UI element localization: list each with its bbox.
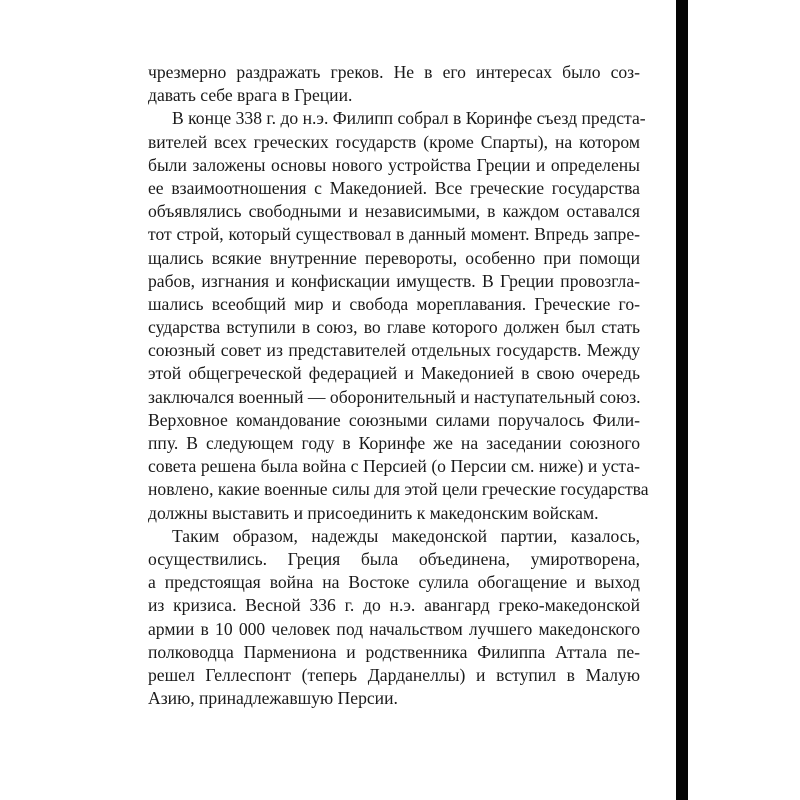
right-margin bbox=[688, 0, 800, 800]
text-line: совета решена была война с Персией (о Персии см. ниже) и уста- bbox=[148, 456, 640, 477]
text-line: сударства вступили в союз, во главе которого должен был стать bbox=[148, 317, 640, 338]
text-line: союзный совет из представителей отдельных государств. Между bbox=[148, 340, 640, 361]
book-spine-edge bbox=[676, 0, 688, 800]
book-page bbox=[128, 0, 676, 800]
left-margin bbox=[0, 0, 128, 800]
text-line: были заложены основы нового устройства Греции и определены bbox=[148, 154, 640, 175]
text-line: щались всякие внутренние перевороты, особенно при помощи bbox=[148, 247, 640, 268]
text-line: шались всеобщий мир и свобода мореплавания. Греческие го- bbox=[148, 293, 640, 314]
text-line: заключался военный — оборонительный и наступательный союз. bbox=[148, 386, 641, 407]
text-line: ппу. В следующем году в Коринфе же на заседании союзного bbox=[148, 433, 640, 453]
text-line: решел Геллеспонт (теперь Дарданеллы) и вступил в Малую bbox=[148, 664, 640, 685]
text-line: этой общегреческой федерацией и Македонией в свою очередь bbox=[148, 363, 640, 384]
text-line: а предстоящая война на Востоке сулила обогащение и выход bbox=[148, 572, 640, 593]
text-line: полководца Пармениона и родственника Филиппа Аттала пе- bbox=[148, 641, 640, 662]
text-line: Азию, принадлежавшую Персии. bbox=[148, 688, 398, 709]
text-line: новлено, какие военные силы для этой цели греческие государства bbox=[148, 479, 649, 500]
text-line: давать себе врага в Греции. bbox=[148, 85, 353, 106]
text-line: Таким образом, надежды македонской партии, казалось, bbox=[172, 525, 640, 546]
text-line: должны выставить и присоединить к македонским войскам. bbox=[148, 502, 599, 523]
text-block bbox=[148, 61, 649, 710]
text-line: чрезмерно раздражать греков. Не в его интересах было соз- bbox=[148, 62, 640, 82]
paragraph-2 bbox=[148, 107, 649, 524]
text-line: В конце 338 г. до н.э. Филипп собрал в Коринфе съезд предста- bbox=[172, 108, 646, 129]
text-line: вителей всех греческих государств (кроме Спарты), на котором bbox=[148, 131, 640, 152]
text-line: из кризиса. Весной 336 г. до н.э. авангард греко-македонской bbox=[148, 595, 640, 616]
paragraph-3 bbox=[148, 525, 640, 711]
text-line: армии в 10 000 человек под начальством лучшего македонского bbox=[148, 618, 640, 639]
text-line: объявлялись свободными и независимыми, в каждом оставался bbox=[148, 201, 640, 222]
text-line: тот строй, который существовал в данный момент. Впредь запре- bbox=[148, 224, 640, 245]
text-line: рабов, изгнания и конфискации имуществ. В Греции провозгла- bbox=[148, 270, 640, 291]
text-line: осуществились. Греция была объединена, умиротворена, bbox=[148, 548, 640, 569]
paragraph-1 bbox=[148, 61, 640, 107]
text-line: ее взаимоотношения с Македонией. Все греческие государства bbox=[148, 177, 640, 198]
text-line: Верховное командование союзными силами поручалось Фили- bbox=[148, 409, 640, 430]
